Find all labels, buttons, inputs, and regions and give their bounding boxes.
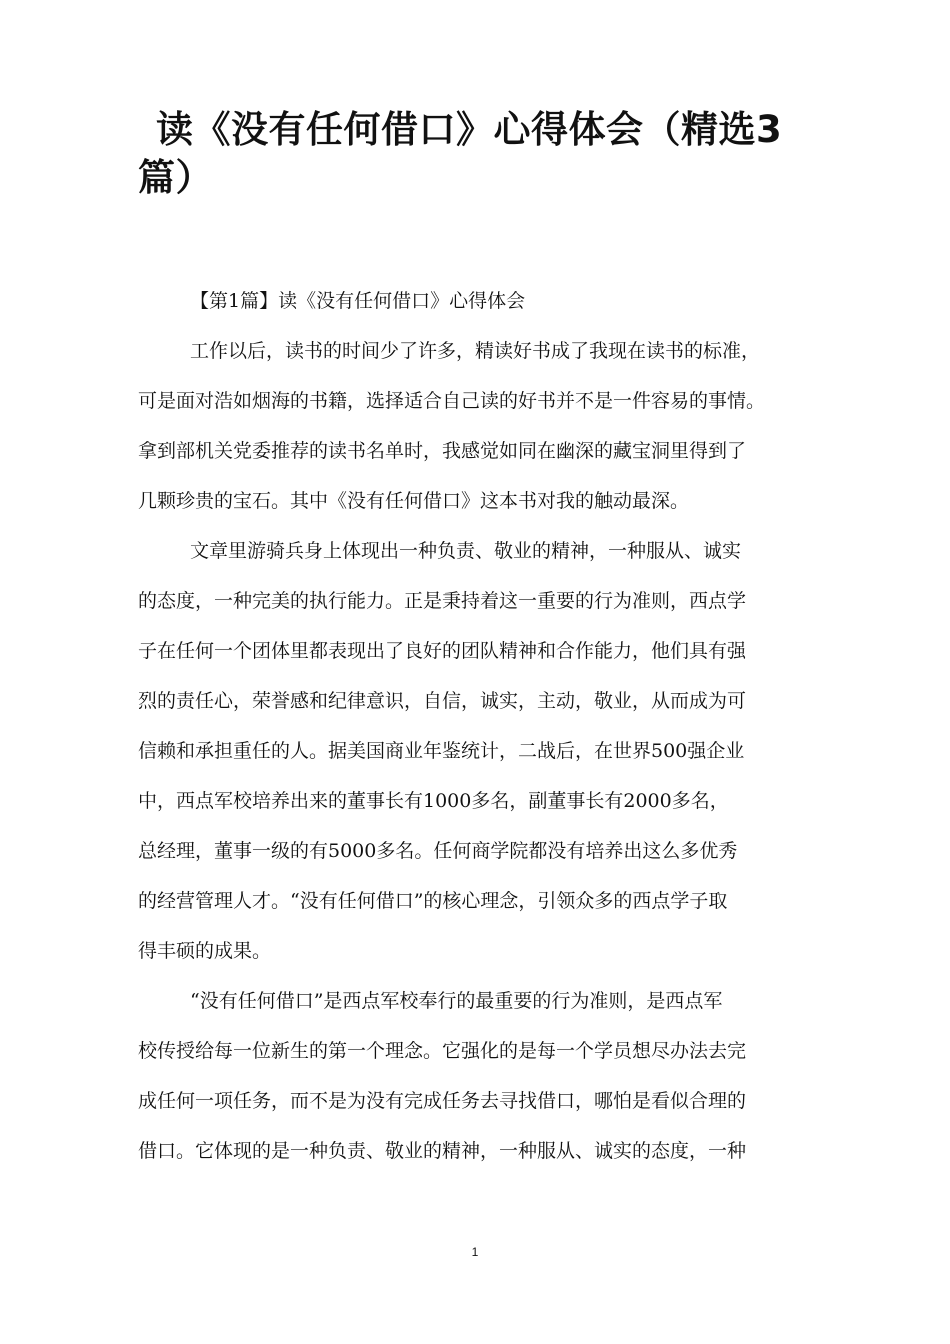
paragraph-line: 得丰硕的成果。 (138, 940, 272, 962)
paragraph-line: 文章里游骑兵身上体现出一种负责、敬业的精神，一种服从、诚实 (190, 540, 742, 562)
section-heading: 【第1篇】读《没有任何借口》心得体会 (190, 290, 526, 312)
paragraph-3 (138, 986, 838, 1186)
paragraph-line: “没有任何借口”是西点军校奉行的最重要的行为准则，是西点军 (190, 990, 723, 1012)
paragraph-line: 几颗珍贵的宝石。其中《没有任何借口》这本书对我的触动最深。 (138, 490, 690, 512)
paragraph-line: 子在任何一个团体里都表现出了良好的团队精神和合作能力，他们具有强 (138, 640, 747, 662)
paragraph-line: 的态度，一种完美的执行能力。正是秉持着这一重要的行为准则，西点学 (138, 590, 747, 612)
paragraph-line: 中，西点军校培养出来的董事长有1000多名，副董事长有2000多名， (138, 790, 729, 812)
paragraph-line: 可是面对浩如烟海的书籍，选择适合自己读的好书并不是一件容易的事情。 (138, 390, 766, 412)
paragraph-1 (138, 336, 838, 536)
page-number: 1 (471, 1245, 479, 1259)
paragraph-line: 校传授给每一位新生的第一个理念。它强化的是每一个学员想尽办法去完 (138, 1040, 747, 1062)
paragraph-line: 烈的责任心，荣誉感和纪律意识，自信，诚实，主动，敬业，从而成为可 (138, 690, 747, 712)
paragraph-line: 拿到部机关党委推荐的读书名单时，我感觉如同在幽深的藏宝洞里得到了 (138, 440, 747, 462)
paragraph-line: 借口。它体现的是一种负责、敬业的精神，一种服从、诚实的态度，一种 (138, 1140, 747, 1162)
paragraph-line: 工作以后，读书的时间少了许多，精读好书成了我现在读书的标准， (190, 340, 761, 362)
paragraph-line: 成任何一项任务，而不是为没有完成任务去寻找借口，哪怕是看似合理的 (138, 1090, 747, 1112)
document-title-text: 读《没有任何借口》心得体会（精选3篇） (138, 108, 783, 199)
document-title (138, 106, 818, 202)
paragraph-2 (138, 536, 838, 986)
paragraph-line: 信赖和承担重任的人。据美国商业年鉴统计，二战后，在世界500强企业 (138, 740, 745, 762)
paragraph-line: 总经理，董事一级的有5000多名。任何商学院都没有培养出这么多优秀 (138, 840, 738, 862)
paragraph-line: 的经营管理人才。“没有任何借口”的核心理念，引领众多的西点学子取 (138, 890, 728, 912)
